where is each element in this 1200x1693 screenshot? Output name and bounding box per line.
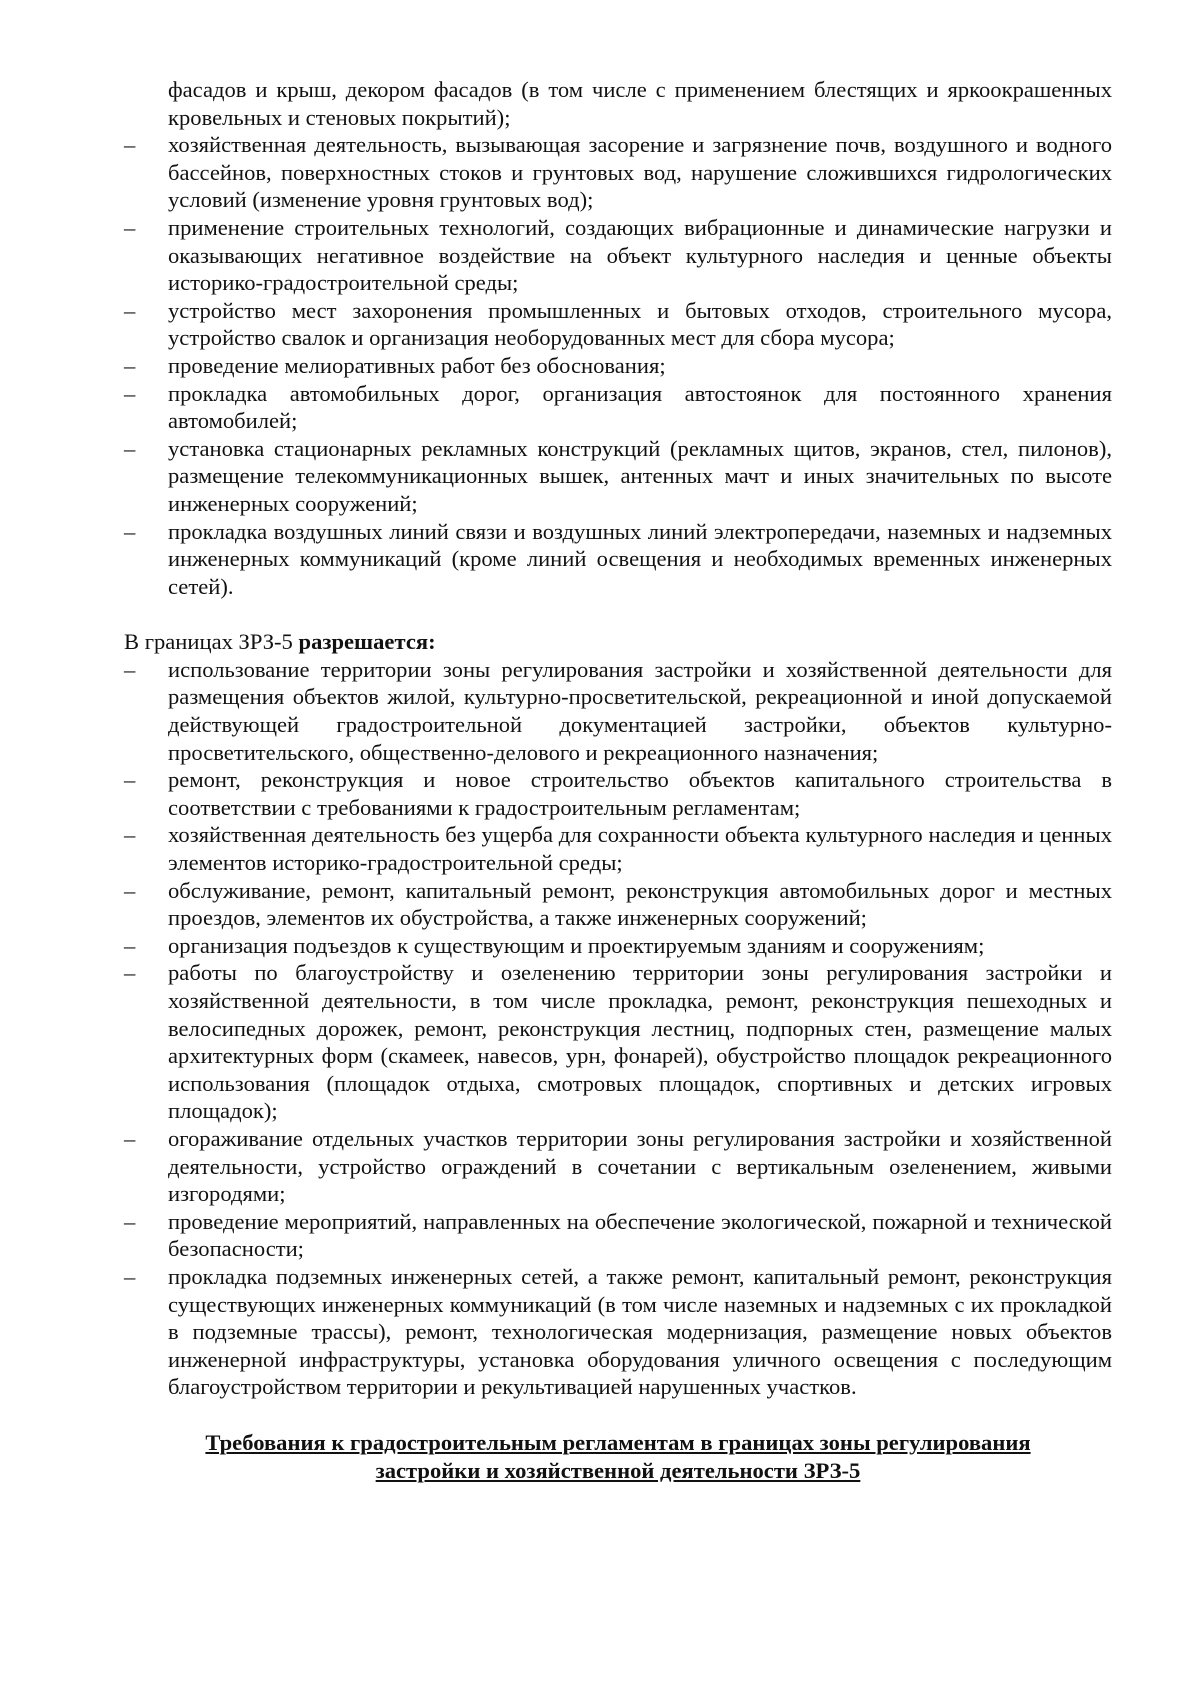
list-item [124, 1208, 1112, 1263]
list-item-text: ремонт, реконструкция и новое строительство объектов капитального строительства в соответствии с требованиями к градостроительным регламентам; [168, 767, 1112, 820]
list-item [124, 959, 1112, 1125]
list-item [124, 766, 1112, 821]
list-dash: – [124, 932, 136, 958]
list-item-text: проведение мелиоративных работ без обоснования; [168, 352, 666, 378]
list-item [124, 656, 1112, 766]
list-item [124, 131, 1112, 214]
list-item-text: огораживание отдельных участков территории зоны регулирования застройки и хозяйственной деятельности, устройство ограждений в сочетании с вертикальным озеленением, живыми изгородями; [168, 1125, 1112, 1207]
list-dash: – [124, 1208, 136, 1234]
list-item-text: устройство мест захоронения промышленных и бытовых отходов, строительного мусора, устройство свалок и организация необорудованных мест для сбора мусора; [168, 297, 1112, 351]
list-item-text: хозяйственная деятельность, вызывающая засорение и загрязнение почв, воздушного и водного бассейнов, поверхностных стоков и грунтовых вод, нарушение сложившихся гидрологических условий (изменение уровня грунтовых вод); [168, 132, 1112, 213]
list-item-text: прокладка автомобильных дорог, организация автостоянок для постоянного хранения автомобилей; [168, 380, 1112, 434]
list-dash: – [124, 1125, 136, 1151]
list-dash: – [124, 435, 136, 461]
list-item [124, 1263, 1112, 1401]
allowed-intro [124, 628, 1112, 656]
list-item-text: хозяйственная деятельность без ущерба для сохранности объекта культурного наследия и ценных элементов историко-градостроительной среды; [168, 822, 1112, 876]
list-item [124, 380, 1112, 435]
list-item-text: работы по благоустройству и озеленению территории зоны регулирования застройки и хозяйственной деятельности, в том числе прокладка, ремонт, реконструкция пешеходных и велосипедных дорожек, ремонт, реконструкция лестниц, подпорных стен, размещение малых архитектурных форм (скамеек, навесов, урн, фонарей), обустройство площадок рекреационного использования (площадок отдыха, смотровых площадок, спортивных и детских игровых площадок); [168, 960, 1112, 1124]
list-item [124, 821, 1112, 876]
list-item [124, 435, 1112, 518]
list-dash: – [124, 960, 136, 986]
section-heading-line-1: Требования к градостроительным регламентам в границах зоны регулирования [205, 1429, 1031, 1455]
prohibited-list [124, 131, 1112, 600]
list-item-text: обслуживание, ремонт, капитальный ремонт, реконструкция автомобильных дорог и местных проездов, элементов их обустройства, а также инженерных сооружений; [168, 877, 1112, 931]
list-item-text: использование территории зоны регулирования застройки и хозяйственной деятельности для размещения объектов жилой, культурно-просветительской, рекреационной и иной допускаемой действующей градостроительной документацией застройки, объектов культурно-просветительского, общественно-делового и рекреационного назначения; [168, 656, 1112, 765]
allowed-intro-bold: разрешается: [298, 629, 436, 655]
list-dash: – [124, 352, 136, 378]
list-item-text: прокладка подземных инженерных сетей, а также ремонт, капитальный ремонт, реконструкция существующих инженерных коммуникаций (в том числе наземных и надземных с их прокладкой в подземные трассы), ремонт, технологическая модернизация, размещение новых объектов инженерной инфраструктуры, установка оборудования уличного освещения с последующим благоустройством территории и рекультивацией нарушенных участков. [168, 1263, 1112, 1400]
list-item [124, 932, 1112, 960]
list-dash: – [124, 767, 136, 793]
list-item-text: установка стационарных рекламных конструкций (рекламных щитов, экранов, стел, пилонов), размещение телекоммуникационных вышек, антенных мачт и иных значительных по высоте инженерных сооружений; [168, 435, 1112, 516]
list-item-text: проведение мероприятий, направленных на обеспечение экологической, пожарной и технической безопасности; [168, 1208, 1112, 1262]
allowed-list [124, 656, 1112, 1401]
list-item-text: применение строительных технологий, создающих вибрационные и динамические нагрузки и оказывающих негативное воздействие на объект культурного наследия и ценные объекты историко-градостроительной среды; [168, 214, 1112, 296]
allowed-intro-prefix: В границах ЗРЗ-5 [124, 629, 299, 655]
continuation-paragraph: фасадов и крыш, декором фасадов (в том числе с применением блестящих и яркоокрашенных кровельных и стеновых покрытий); [168, 77, 1112, 130]
section-heading [124, 1429, 1112, 1484]
list-item [124, 297, 1112, 352]
list-item [124, 352, 1112, 380]
list-dash: – [124, 297, 136, 323]
list-item [124, 214, 1112, 297]
list-dash: – [124, 380, 136, 406]
list-dash: – [124, 518, 136, 544]
list-item [124, 1125, 1112, 1208]
list-dash: – [124, 656, 136, 682]
list-item [124, 518, 1112, 601]
list-dash: – [124, 132, 136, 158]
list-dash: – [124, 214, 136, 240]
list-item-text: организация подъездов к существующим и проектируемым зданиям и сооружениям; [168, 932, 985, 958]
list-dash: – [124, 822, 136, 848]
list-dash: – [124, 1263, 136, 1289]
section-heading-line-2: застройки и хозяйственной деятельности ЗРЗ-5 [375, 1457, 861, 1483]
list-dash: – [124, 877, 136, 903]
list-item-text: прокладка воздушных линий связи и воздушных линий электропередачи, наземных и надземных инженерных коммуникаций (кроме линий освещения и необходимых временных инженерных сетей). [168, 518, 1112, 599]
list-item [124, 877, 1112, 932]
